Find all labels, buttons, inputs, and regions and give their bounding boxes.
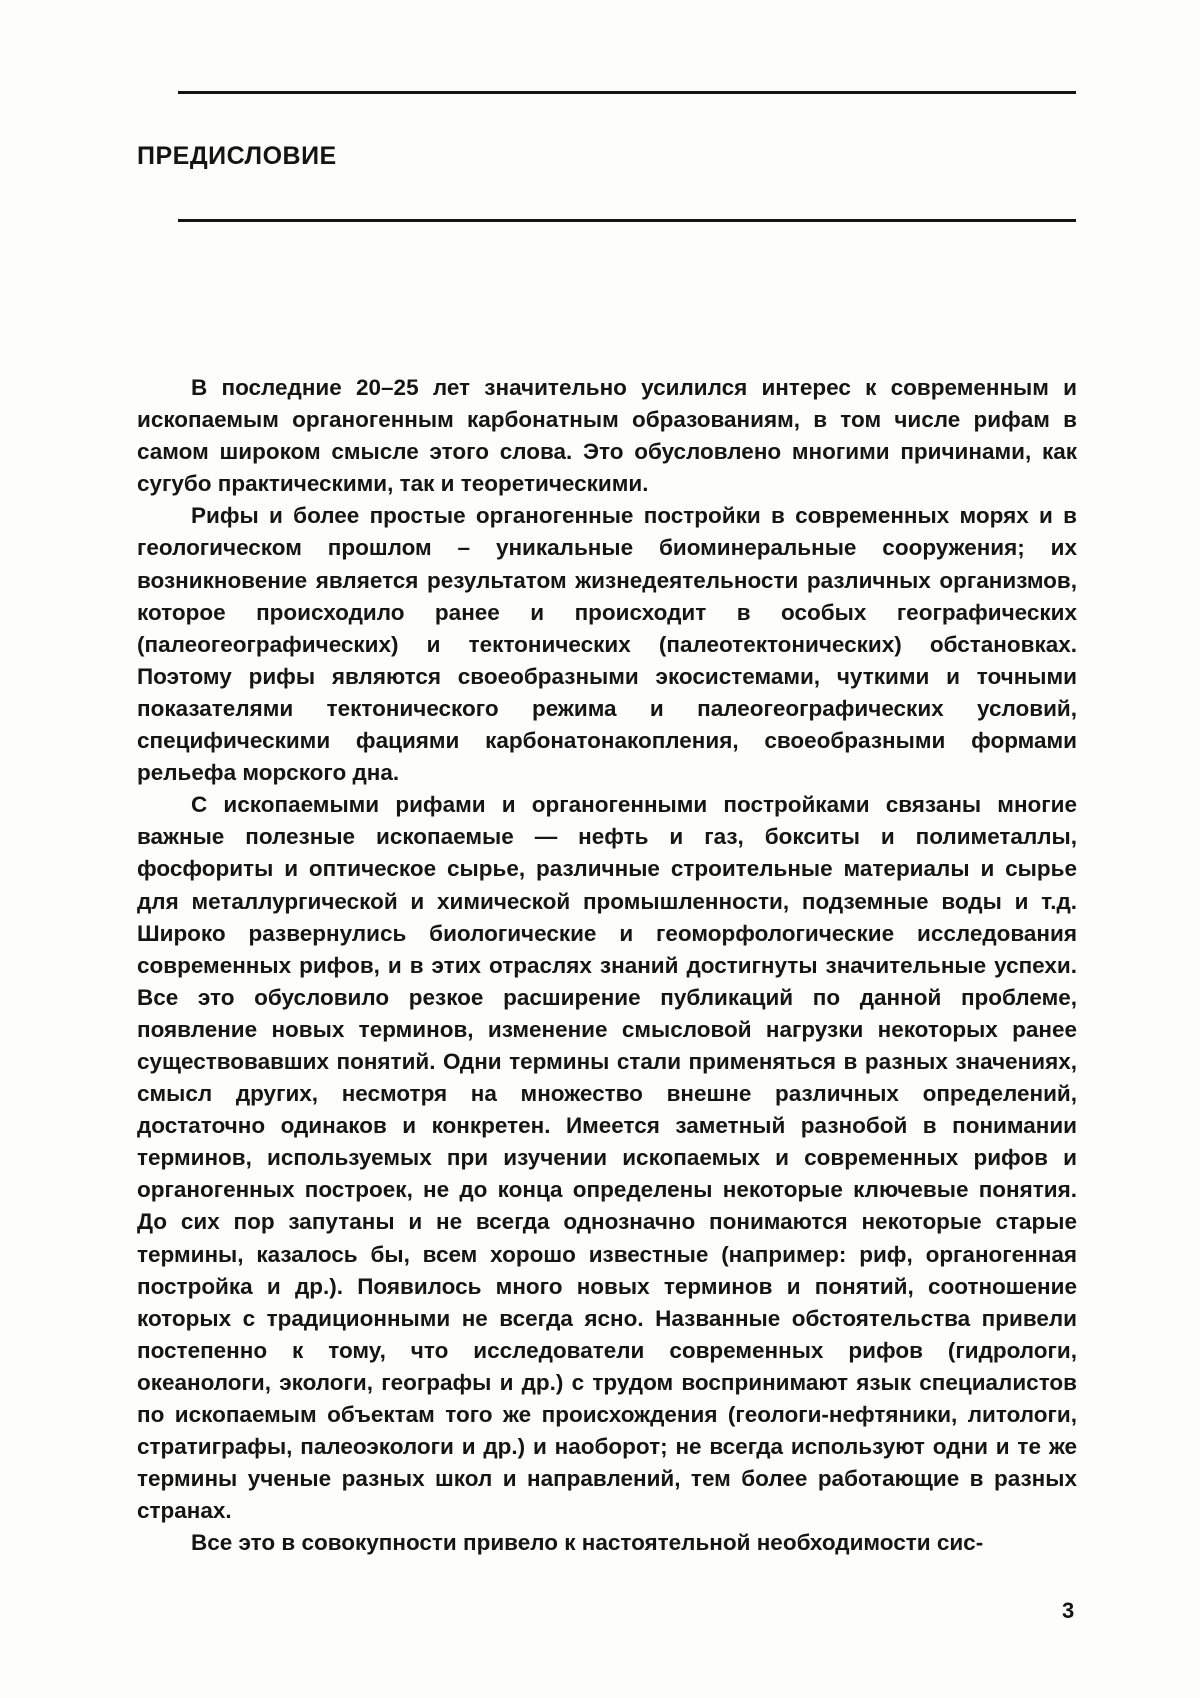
paragraph-4: Все это в совокупности привело к настоятельной необходимости сис-	[191, 1530, 984, 1556]
bottom-rule	[178, 219, 1076, 222]
page-number: 3	[1062, 1598, 1075, 1623]
top-rule	[178, 91, 1076, 94]
paragraph-2: Рифы и более простые органогенные постройки в современных морях и в геологическом прошлом – уникальные биоминеральные сооружения; их возникновение является результатом жизнедеятельности различных организмов, которое происходило ранее и происходит в особых географических (палеогеографических) и тектонических (палеотектонических) обстановках. Поэтому рифы являются своеобразными экосистемами, чуткими и точными показателями тектонического режима и палеогеографических условий, специфическими фациями карбонатонакопления, своеобразными формами рельефа морского дна.	[137, 503, 1077, 786]
page-heading: ПРЕДИСЛОВИЕ	[137, 142, 337, 170]
body-text	[137, 372, 1077, 1559]
paragraph-3: С ископаемыми рифами и органогенными постройками связаны многие важные полезные ископаемые — нефть и газ, бокситы и полиметаллы, фосфориты и оптическое сырье, различные строительные материалы и сырье для металлургической и химической промышленности, подземные воды и т.д. Широко развернулись биологические и геоморфологические исследования современных рифов, и в этих отраслях знаний достигнуты значительные успехи. Все это обусловило резкое расширение публикаций по данной проблеме, появление новых терминов, изменение смысловой нагрузки некоторых ранее существовавших понятий. Одни термины стали применяться в разных значениях, смысл других, несмотря на множество внешне различных определений, достаточно одинаков и конкретен. Имеется заметный разнобой в понимании терминов, используемых при изучении ископаемых и современных рифов и органогенных построек, не до конца определены некоторые ключевые понятия. До сих пор запутаны и не всегда однозначно понимаются некоторые старые термины, казалось бы, всем хорошо известные (например: риф, органогенная постройка и др.). Появилось много новых терминов и понятий, соотношение которых с традиционными не всегда ясно. Названные обстоятельства привели постепенно к тому, что исследователи современных рифов (гидрологи, океанологи, экологи, географы и др.) с трудом воспринимают язык специалистов по ископаемым объектам того же происхождения (геологи-нефтяники, литологи, стратиграфы, палеоэкологи и др.) и наоборот; не всегда используют одни и те же термины ученые разных школ и направлений, тем более работающие в разных странах.	[137, 792, 1077, 1524]
paragraph-1: В последние 20–25 лет значительно усилился интерес к современным и ископаемым органогенным карбонатным образованиям, в том числе рифам в самом широком смысле этого слова. Это обусловлено многими причинами, как сугубо практическими, так и теоретическими.	[137, 375, 1077, 497]
